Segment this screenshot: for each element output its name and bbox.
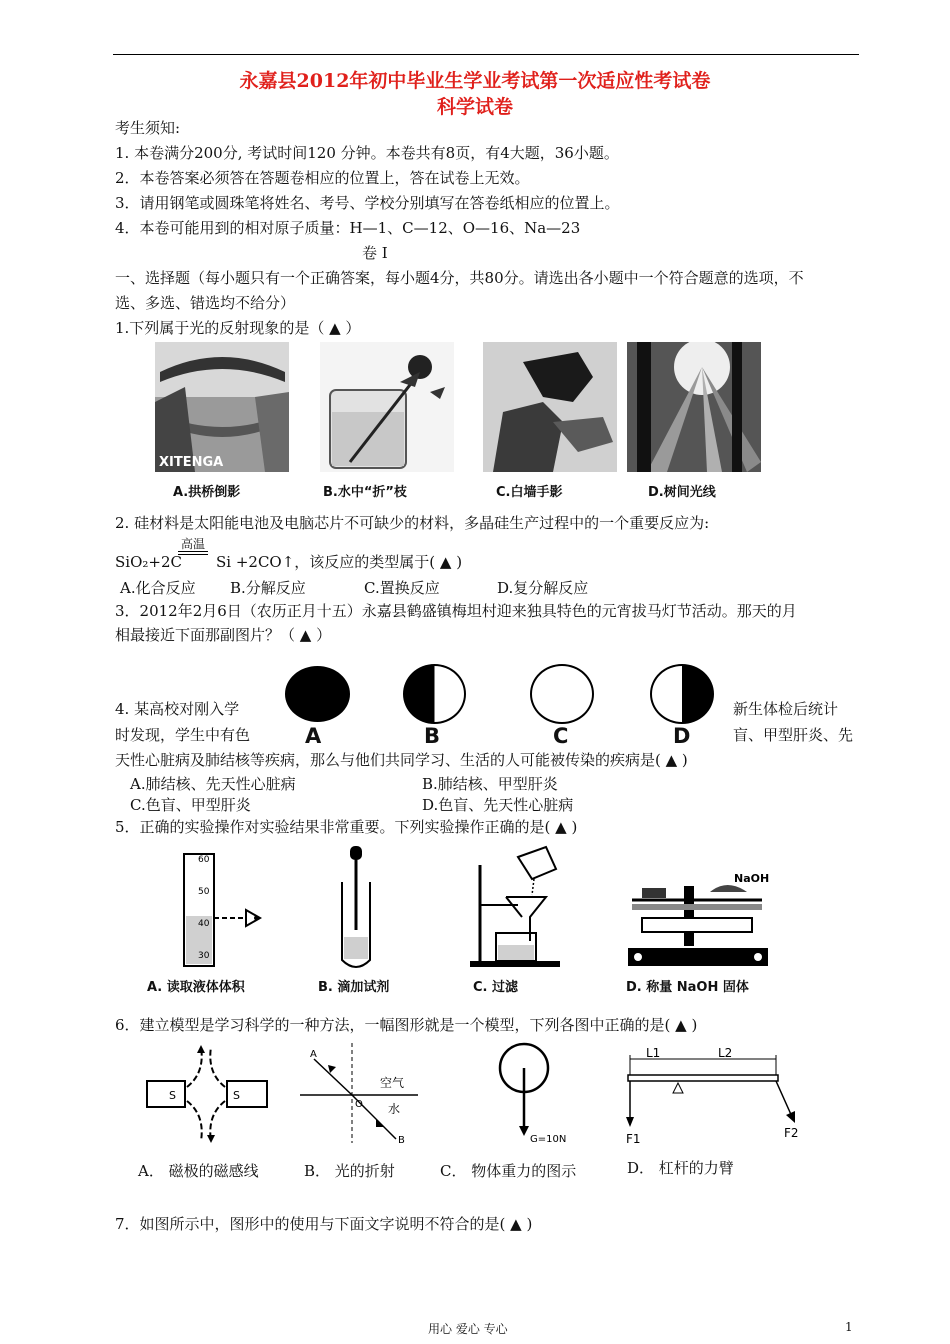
question-4-stem: 盲、甲型肝炎、先	[733, 726, 854, 744]
lever-diagram	[618, 1045, 808, 1147]
cylinder-tick: 60	[198, 855, 210, 865]
notice-item: 1. 本卷满分200分, 考试时间120 分钟。本卷共有8页，有4大题，36小题。	[115, 144, 619, 162]
moon-label-c: C	[553, 724, 569, 748]
equation-left: SiO₂+2C	[115, 553, 182, 571]
pole-label: S	[233, 1089, 240, 1102]
page-number: 1	[845, 1320, 853, 1334]
question-2-stem: 2. 硅材料是太阳能电池及电脑芯片不可缺少的材料，多晶硅生产过程中的一个重要反应为:	[115, 514, 710, 532]
question-4-stem: 时发现，学生中有色	[115, 726, 251, 744]
ray-b-label: B	[398, 1135, 405, 1145]
question-4-stem: 4. 某高校对刚入学	[115, 700, 240, 718]
q6-caption-b: B． 光的折射	[304, 1162, 395, 1180]
air-label: 空气	[380, 1076, 405, 1090]
l2-label: L2	[718, 1046, 733, 1060]
notice-item: 4．本卷可能用到的相对原子质量：H—1、C—12、O—16、Na—23	[115, 219, 581, 237]
water-label: 水	[388, 1102, 401, 1116]
question-4-stem: 新生体检后统计	[733, 700, 839, 718]
moon-phase-c	[530, 664, 594, 724]
cylinder-tick: 40	[198, 919, 210, 929]
question-4-stem: 天性心脏病及肺结核等疾病，那么与他们共同学习、生活的人可能被传染的疾病是( ▲ )	[115, 751, 688, 769]
section-instruction: 一、选择题（每小题只有一个正确答案，每小题4分，共80分。请选出各小题中一个符合题意的选项，不	[115, 269, 804, 287]
cylinder-tick: 50	[198, 887, 210, 897]
q1-caption-b: B.水中“折”枝	[323, 485, 407, 500]
q6-caption-d: D． 杠杆的力臂	[627, 1159, 734, 1177]
q4-option-b: B.肺结核、甲型肝炎	[422, 775, 558, 793]
moon-label-d: D	[673, 724, 691, 748]
naoh-label: NaOH	[734, 872, 770, 885]
l1-label: L1	[646, 1046, 661, 1060]
q1-caption-d: D.树间光线	[648, 485, 716, 500]
arch-bridge-photo	[155, 342, 289, 472]
question-3-stem: 3．2012年2月6日（农历正月十五）永嘉县鹤盛镇梅坦村迎来独具特色的元宵拔马灯节活动。那天的月	[115, 602, 797, 620]
moon-phase-b	[403, 664, 466, 724]
gravity-label: G=10N	[530, 1134, 567, 1145]
equation-line	[178, 551, 208, 552]
moon-label-b: B	[424, 724, 441, 748]
q5-caption-b: B. 滴加试剂	[318, 980, 390, 995]
gravity-diagram	[492, 1036, 582, 1148]
q1-caption-a: A.拱桥倒影	[173, 485, 241, 500]
equation-line	[178, 554, 208, 555]
f2-label: F2	[784, 1126, 799, 1140]
notice-heading: 考生须知:	[115, 119, 181, 137]
moon-label-a: A	[305, 724, 322, 748]
question-3-stem: 相最接近下面那副图片？（ ▲ ）	[115, 626, 332, 644]
q5-caption-a: A. 读取液体体积	[147, 980, 245, 995]
reaction-condition: 高温	[181, 537, 206, 551]
moon-phase-a	[285, 666, 350, 722]
cylinder-tick: 30	[198, 951, 210, 961]
footer-motto: 用心 爱心 专心	[428, 1322, 508, 1336]
q5-caption-c: C. 过滤	[473, 980, 519, 995]
q2-option-d: D.复分解反应	[497, 579, 589, 597]
balance-scale-diagram	[622, 858, 772, 970]
equation-right: Si +2CO↑，该反应的类型属于( ▲ )	[216, 553, 463, 571]
hand-shadow-photo	[483, 342, 617, 472]
moon-phase-d	[650, 664, 714, 724]
pole-label: S	[169, 1089, 176, 1102]
exam-subtitle: 科学试卷	[436, 96, 513, 118]
forest-light-photo	[627, 342, 761, 472]
graduated-cylinder-diagram	[168, 848, 278, 970]
q5-caption-d: D. 称量 NaOH 固体	[626, 980, 749, 995]
glass-branch-photo	[320, 342, 454, 472]
q2-option-b: B.分解反应	[230, 579, 306, 597]
volume-heading: 卷 Ⅰ	[362, 244, 388, 262]
q1-caption-c: C.白墙手影	[496, 485, 563, 500]
photo-watermark: XITENGA	[159, 455, 224, 470]
header-rule	[113, 54, 859, 55]
dropper-test-tube-diagram	[320, 842, 400, 970]
q6-caption-a: A． 磁极的磁感线	[138, 1162, 259, 1180]
f1-label: F1	[626, 1132, 641, 1146]
question-7-stem: 7．如图所示中，图形中的使用与下面文字说明不符合的是( ▲ )	[115, 1215, 533, 1233]
notice-item: 2．本卷答案必须答在答题卷相应的位置上，答在试卷上无效。	[115, 169, 530, 187]
q2-option-c: C.置换反应	[364, 579, 440, 597]
q4-option-c: C.色盲、甲型肝炎	[130, 796, 251, 814]
q4-option-a: A.肺结核、先天性心脏病	[130, 775, 296, 793]
question-6-stem: 6．建立模型是学习科学的一种方法，一幅图形就是一个模型，下列各图中正确的是( ▲ )	[115, 1016, 698, 1034]
question-1-stem: 1.下列属于光的反射现象的是（ ▲ ）	[115, 319, 361, 337]
magnetic-field-diagram	[145, 1043, 275, 1143]
q4-option-d: D.色盲、先天性心脏病	[422, 796, 574, 814]
section-instruction: 选、多选、错选均不给分）	[115, 294, 296, 312]
notice-item: 3．请用钢笔或圆珠笔将姓名、考号、学校分别填写在答卷纸相应的位置上。	[115, 194, 620, 212]
q6-caption-c: C． 物体重力的图示	[440, 1162, 577, 1180]
q2-option-a: A.化合反应	[120, 579, 196, 597]
filtration-diagram	[468, 845, 568, 970]
ray-a-label: A	[310, 1049, 317, 1060]
exam-title: 永嘉县2012年初中毕业生学业考试第一次适应性考试卷	[239, 70, 711, 92]
ray-o-label: O	[355, 1099, 363, 1110]
question-5-stem: 5．正确的实验操作对实验结果非常重要。下列实验操作正确的是( ▲ )	[115, 818, 578, 836]
light-refraction-diagram	[300, 1043, 420, 1145]
